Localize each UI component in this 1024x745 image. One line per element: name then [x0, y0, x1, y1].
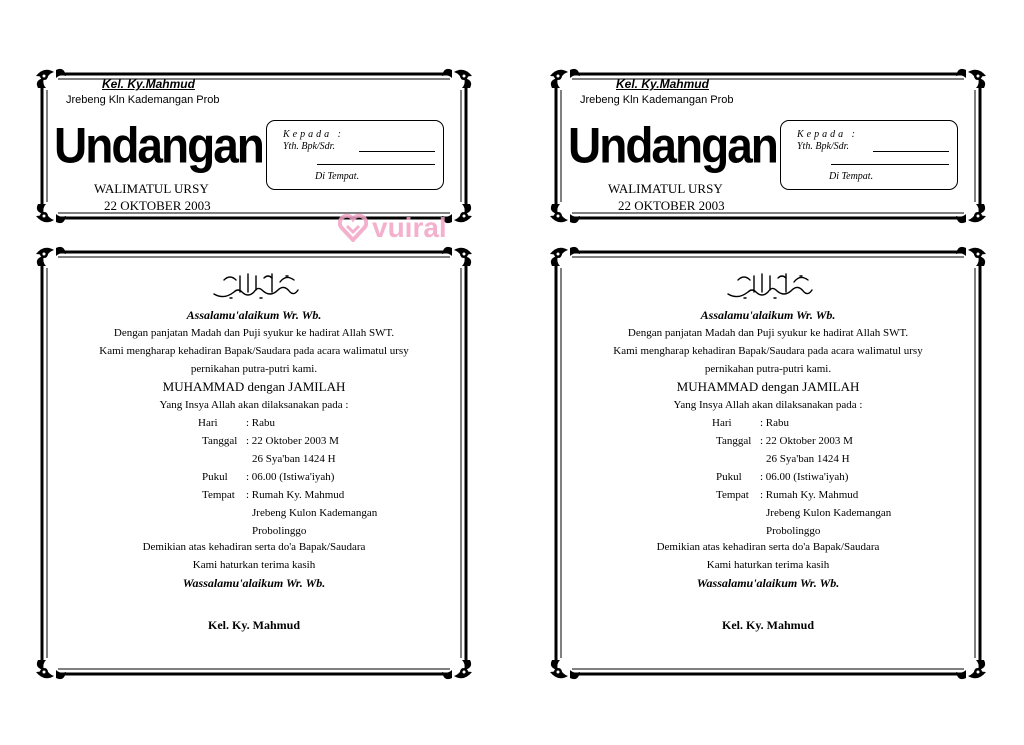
signature: Kel. Ky. Mahmud: [207, 618, 300, 632]
signoff: Wassalamu'alaikum Wr. Wb.: [182, 576, 326, 590]
event-date: 22 OKTOBER 2003: [618, 198, 725, 213]
recipient-address-box: [266, 120, 444, 190]
couple-names: MUHAMMAD dengan JAMILAH: [162, 379, 346, 394]
place-label: Di Tempat.: [315, 171, 360, 182]
couple-names: MUHAMMAD dengan JAMILAH: [676, 379, 860, 394]
thanks-line: Kami haturkan terima kasih: [706, 559, 830, 571]
request-line: Kami mengharap kehadiran Bapak/Saudara pada acara walimatul ursy: [613, 345, 923, 357]
recipient-label: Yth. Bpk/Sdr.: [797, 141, 849, 152]
venue-value: : Rumah Ky. Mahmud: [760, 489, 859, 501]
venue-label: Tempat: [716, 489, 749, 501]
to-label: Kepada :: [797, 129, 858, 140]
venue-line-3: Probolinggo: [252, 525, 307, 537]
signature: Kel. Ky. Mahmud: [721, 618, 814, 632]
greeting: Assalamu'alaikum Wr. Wb.: [700, 308, 836, 322]
day-value: : Rabu: [246, 417, 276, 429]
venue-label: Tempat: [202, 489, 235, 501]
day-label: Hari: [198, 417, 218, 429]
sender-address: Jrebeng Kln Kademangan Prob: [66, 94, 220, 106]
recipient-label: Yth. Bpk/Sdr.: [283, 141, 335, 152]
greeting: Assalamu'alaikum Wr. Wb.: [186, 308, 322, 322]
time-label: Pukul: [202, 471, 228, 483]
day-label: Hari: [712, 417, 732, 429]
sender-name: Kel. Ky.Mahmud: [616, 77, 709, 91]
day-value: : Rabu: [760, 417, 790, 429]
basmalah-calligraphy: [210, 270, 302, 302]
event-name: WALIMATUL URSY: [608, 181, 723, 196]
date-hijri: 26 Sya'ban 1424 H: [252, 453, 336, 465]
event-name: WALIMATUL URSY: [94, 181, 209, 196]
signoff: Wassalamu'alaikum Wr. Wb.: [696, 576, 840, 590]
invitation-title: Undangan: [54, 117, 263, 174]
schedule-intro: Yang Insya Allah akan dilaksanakan pada :: [159, 399, 349, 411]
date-label: Tanggal: [202, 435, 238, 447]
place-label: Di Tempat.: [829, 171, 874, 182]
venue-value: : Rumah Ky. Mahmud: [246, 489, 345, 501]
to-label: Kepada :: [283, 129, 344, 140]
date-hijri: 26 Sya'ban 1424 H: [766, 453, 850, 465]
venue-line-2: Jrebeng Kulon Kademangan: [766, 507, 892, 519]
invitation-text: [34, 306, 474, 633]
venue-line-2: Jrebeng Kulon Kademangan: [252, 507, 378, 519]
time-value: : 06.00 (Istiwa'iyah): [760, 471, 849, 483]
time-value: : 06.00 (Istiwa'iyah): [246, 471, 335, 483]
request-line-2: pernikahan putra-putri kami.: [190, 363, 318, 375]
date-label: Tanggal: [716, 435, 752, 447]
date-value: : 22 Oktober 2003 M: [760, 435, 853, 447]
recipient-address-box: [780, 120, 958, 190]
event-details: [548, 414, 988, 538]
request-line: Kami mengharap kehadiran Bapak/Saudara pada acara walimatul ursy: [99, 345, 409, 357]
event-details: [34, 414, 474, 538]
invitation-body: [34, 244, 474, 682]
opening-line: Dengan panjatan Madah dan Puji syukur ke hadirat Allah SWT.: [627, 327, 909, 339]
closing-line: Demikian atas kehadiran serta do'a Bapak/Saudara: [656, 541, 880, 553]
basmalah-calligraphy: [724, 270, 816, 302]
schedule-intro: Yang Insya Allah akan dilaksanakan pada :: [673, 399, 863, 411]
request-line-2: pernikahan putra-putri kami.: [704, 363, 832, 375]
date-value: : 22 Oktober 2003 M: [246, 435, 339, 447]
recipient-line: [359, 151, 435, 152]
invitation-header: [34, 66, 474, 226]
opening-line: Dengan panjatan Madah dan Puji syukur ke hadirat Allah SWT.: [113, 327, 395, 339]
event-date: 22 OKTOBER 2003: [104, 198, 211, 213]
sender-name: Kel. Ky.Mahmud: [102, 77, 195, 91]
invitation-text: [548, 306, 988, 633]
recipient-line: [873, 151, 949, 152]
heart-logo-icon: [338, 214, 368, 242]
time-label: Pukul: [716, 471, 742, 483]
recipient-line: [317, 164, 435, 165]
closing-line: Demikian atas kehadiran serta do'a Bapak/Saudara: [142, 541, 366, 553]
recipient-line: [831, 164, 949, 165]
venue-line-3: Probolinggo: [766, 525, 821, 537]
thanks-line: Kami haturkan terima kasih: [192, 559, 316, 571]
invitation-title: Undangan: [568, 117, 777, 174]
invitation-header: [548, 66, 988, 226]
watermark: [338, 212, 447, 244]
sender-address: Jrebeng Kln Kademangan Prob: [580, 94, 734, 106]
invitation-body: [548, 244, 988, 682]
watermark-text: vuiral: [372, 212, 447, 243]
